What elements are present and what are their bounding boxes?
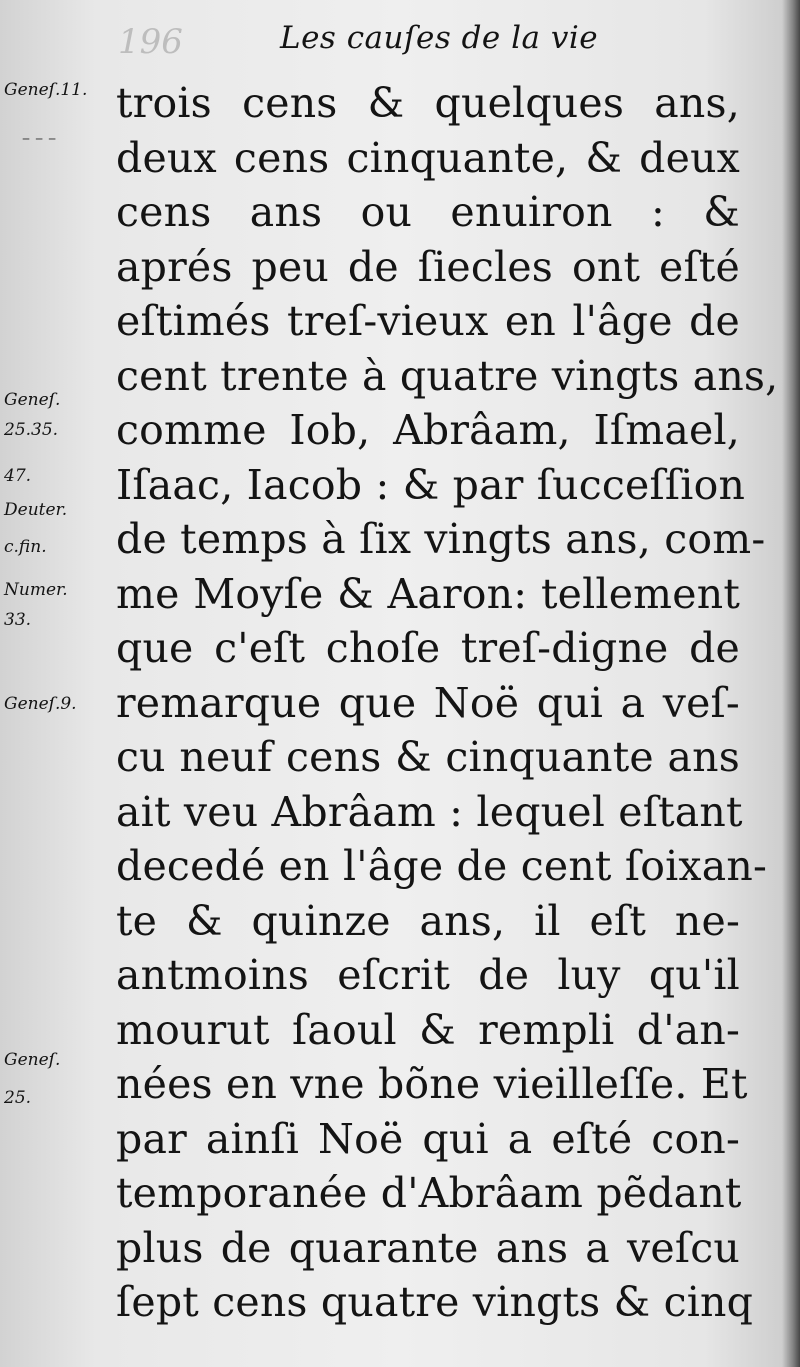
text-line: Iſaac, Iacob : & par ſucceſſion xyxy=(116,460,746,509)
text-line: aprés peu de ſiecles ont eſté xyxy=(116,242,740,291)
text-line: eſtimés treſ-vieux en l'âge de xyxy=(116,297,740,345)
text-line: comme Iob, Abrâam, Iſmael, xyxy=(116,406,740,454)
text-line: par ainſi Noë qui a eſté con- xyxy=(116,1114,740,1163)
margin-note: c.fin. xyxy=(4,537,47,557)
bleed-through-page-number: 196 xyxy=(118,22,183,62)
text-line: me Moyſe & Aaron: tellement xyxy=(116,569,740,618)
margin-note: Geneſ. xyxy=(4,390,61,410)
running-head: Les cauſes de la vie xyxy=(280,20,599,56)
text-line: deux cens cinquante, & deux xyxy=(116,133,740,182)
text-line: remarque que Noë qui a veſ- xyxy=(116,678,740,727)
text-line: cu neuf cens & cinquante ans xyxy=(116,733,740,781)
margin-note: Geneſ.11. xyxy=(4,80,88,100)
text-line: plus de quarante ans a veſcu xyxy=(116,1223,740,1272)
margin-note: Numer. xyxy=(4,580,68,600)
text-line: temporanée d'Abrâam pẽdant xyxy=(116,1169,742,1217)
text-line: nées en vne bõne vieilleſſe. Et xyxy=(116,1060,748,1108)
text-line: de temps à ſix vingts ans, com- xyxy=(116,515,766,563)
margin-mark: – – – xyxy=(22,128,57,147)
page-edge-shadow xyxy=(782,0,800,1367)
text-line: cens ans ou enuiron : & xyxy=(116,188,740,236)
text-line: ait veu Abrâam : lequel eſtant xyxy=(116,787,743,836)
margin-note: 47. xyxy=(4,466,32,486)
text-line: antmoins eſcrit de luy qu'il xyxy=(116,951,740,999)
text-line: ſept cens quatre vingts & cinq xyxy=(116,1278,754,1326)
margin-note: 33. xyxy=(4,610,32,630)
margin-note: Geneſ. xyxy=(4,1050,61,1070)
text-line: que c'eſt choſe treſ-digne de xyxy=(116,624,740,672)
text-line: cent trente à quatre vingts ans, xyxy=(116,351,779,400)
body-text xyxy=(116,76,779,1330)
text-line: mourut ſaoul & rempli d'an- xyxy=(116,1005,740,1054)
margin-note: Deuter. xyxy=(4,500,68,520)
text-line: trois cens & quelques ans, xyxy=(116,79,740,127)
margin-note: Geneſ.9. xyxy=(4,694,77,714)
text-line: te & quinze ans, il eſt ne- xyxy=(116,896,740,945)
margin-note: 25.35. xyxy=(4,420,59,440)
text-line: decedé en l'âge de cent ſoixan- xyxy=(116,842,768,890)
margin-note: 25. xyxy=(4,1088,32,1108)
